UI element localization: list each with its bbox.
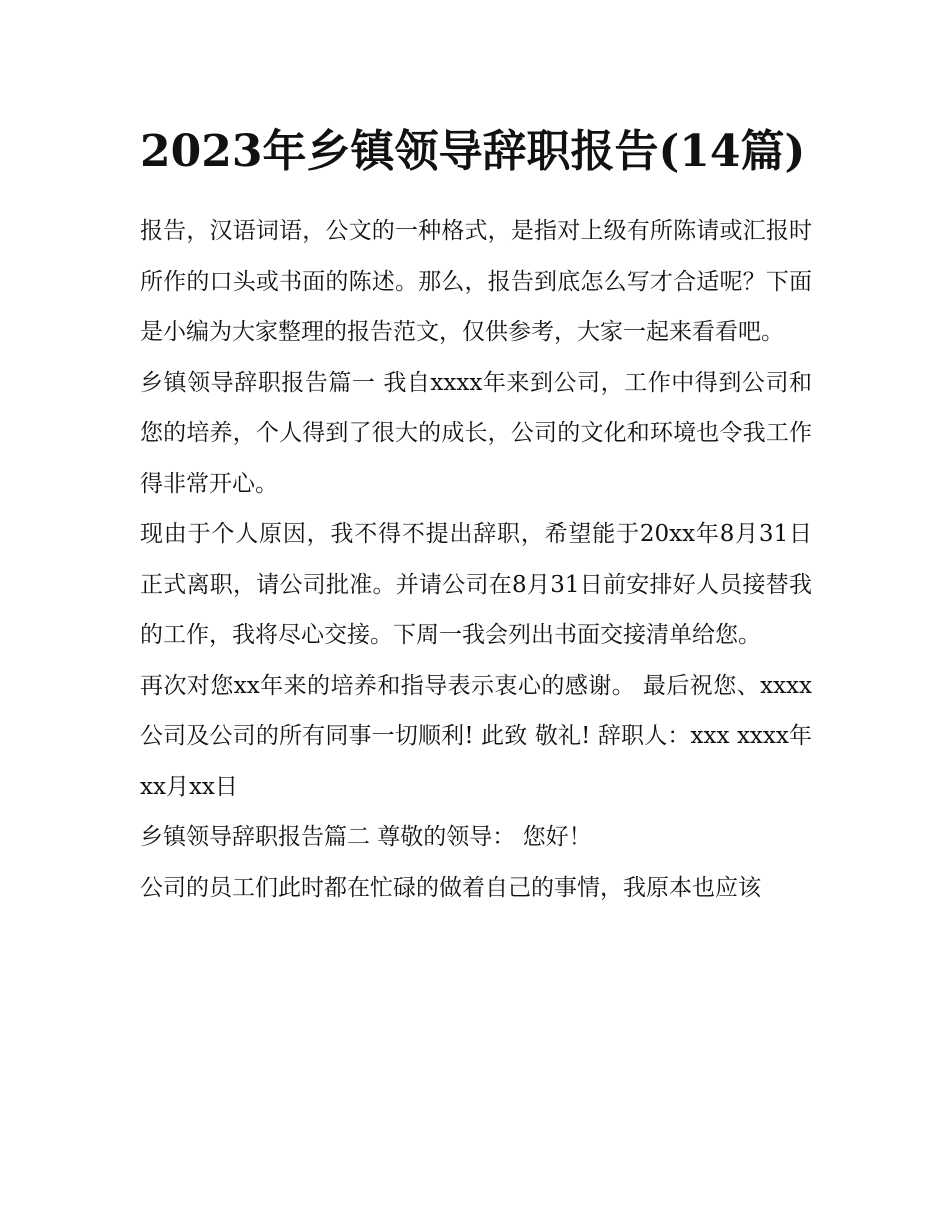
section-two-body-paragraph: 公司的员工们此时都在忙碌的做着自己的事情，我原本也应该 xyxy=(140,874,761,901)
resignation-reason-paragraph: 现由于个人原因，我不得不提出辞职，希望能于20xx年8月31日正式离职，请公司批准。并请公司在8月31日前安排好人员接替我的工作，我将尽心交接。下周一我会列出书面交接清单给您。 xyxy=(140,521,812,648)
document-page xyxy=(140,118,812,913)
thanks-closing-paragraph: 再次对您xx年来的培养和指导表示衷心的感谢。 最后祝您、xxxx公司及公司的所有同事一切顺利! 此致 敬礼! 辞职人：xxx xxxx年xx月xx日 xyxy=(140,672,812,800)
section-two-heading-paragraph: 乡镇领导辞职报告篇二 尊敬的领导： 您好！ xyxy=(140,824,592,850)
section-one-paragraph: 乡镇领导辞职报告篇一 我自xxxx年来到公司，工作中得到公司和您的培养，个人得到了很大的成长，公司的文化和环境也令我工作得非常开心。 xyxy=(140,369,812,497)
intro-paragraph: 报告，汉语词语，公文的一种格式，是指对上级有所陈请或汇报时所作的口头或书面的陈述。那么，报告到底怎么写才合适呢？下面是小编为大家整理的报告范文，仅供参考，大家一起来看看吧。 xyxy=(140,218,812,345)
document-title: 2023年乡镇领导辞职报告(14篇) xyxy=(140,126,806,177)
